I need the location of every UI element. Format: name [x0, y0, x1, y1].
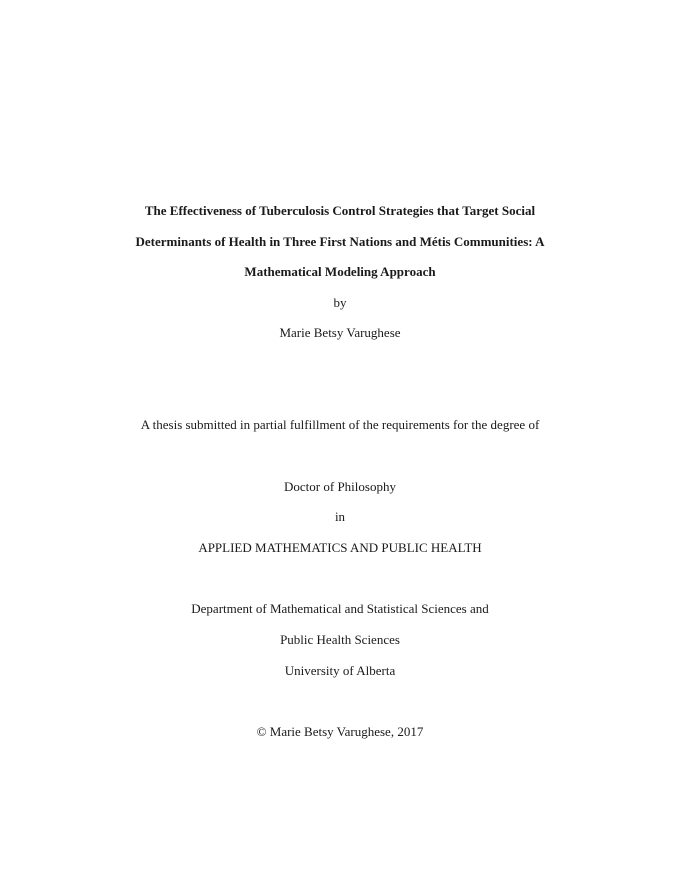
thesis-title-line-1: The Effectiveness of Tuberculosis Control Strategies that Target Social [144, 203, 536, 218]
thesis-title-line-2: Determinants of Health in Three First Nations and Métis Communities: A [135, 234, 545, 249]
department-line-2: Public Health Sciences [280, 632, 400, 647]
degree-name: Doctor of Philosophy [284, 479, 396, 494]
by-label: by [333, 295, 347, 310]
field-of-study: APPLIED MATHEMATICS AND PUBLIC HEALTH [198, 540, 482, 555]
copyright-notice: © Marie Betsy Varughese, 2017 [256, 724, 424, 739]
submission-statement: A thesis submitted in partial fulfillment of the requirements for the degree of [140, 417, 540, 432]
department-line-1: Department of Mathematical and Statistical Sciences and [191, 601, 489, 616]
university-name: University of Alberta [284, 663, 396, 678]
author-name: Marie Betsy Varughese [279, 325, 401, 340]
in-label: in [334, 509, 346, 524]
thesis-title-line-3: Mathematical Modeling Approach [244, 264, 436, 279]
